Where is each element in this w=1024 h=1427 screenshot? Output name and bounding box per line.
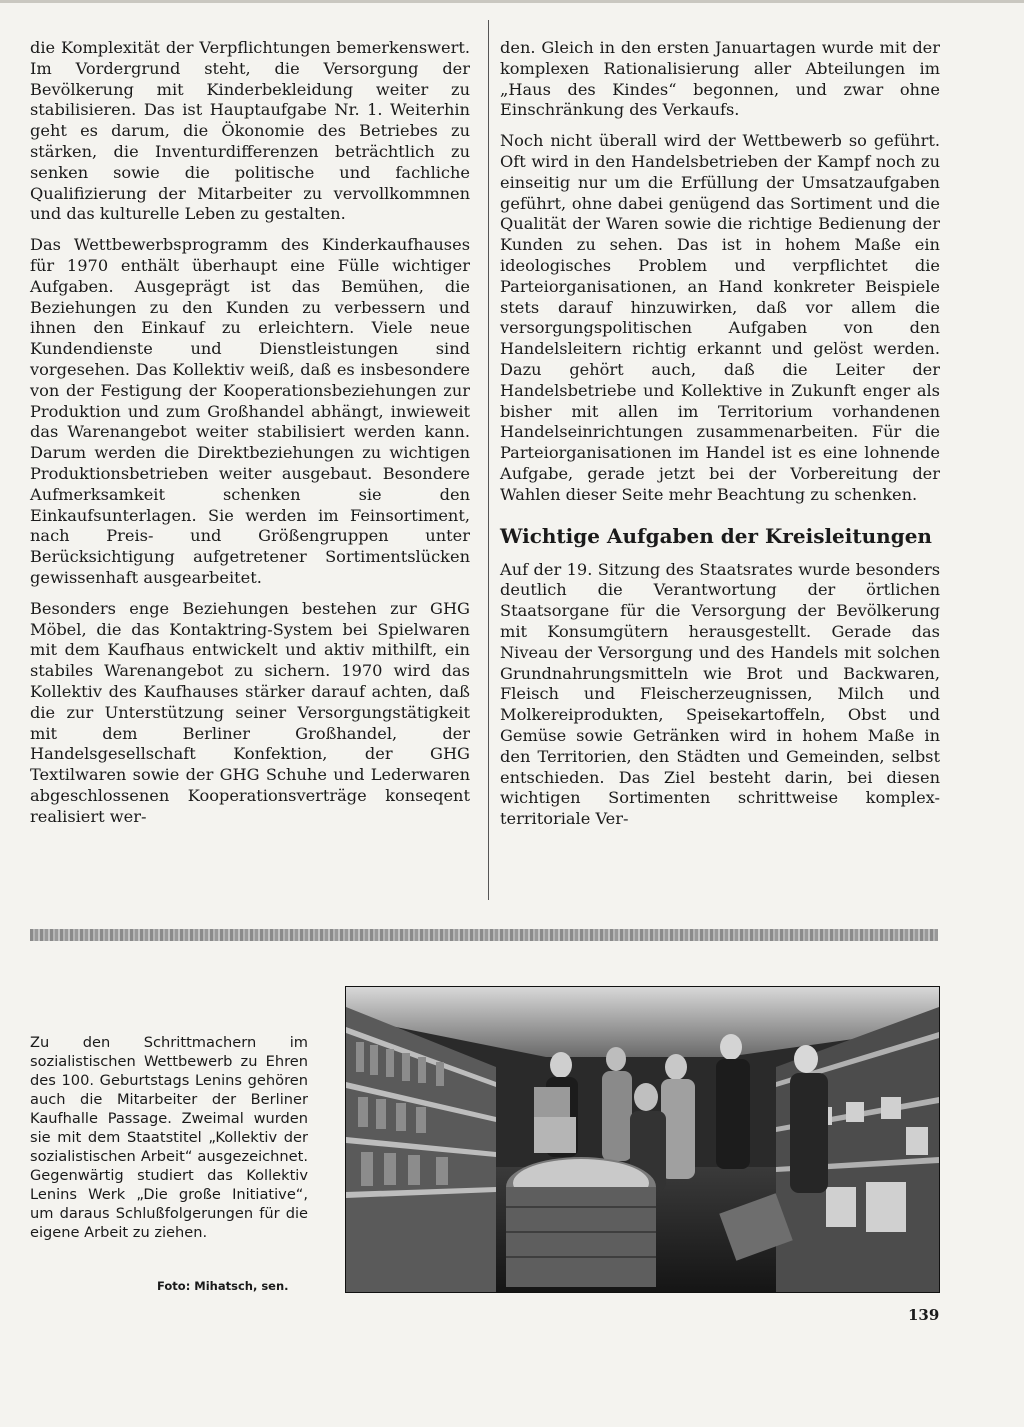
body-paragraph: Das Wettbewerbsprogramm des Kinderkaufhauses für 1970 enthält überhaupt eine Fülle wichtiger Aufgaben. Ausgeprägt ist das Bemühen, die Beziehungen zu den Kunden zu verbessern und ihnen den Einkauf zu erleichtern. Viele neue Kundendienste und Dienstleistungen sind vorgesehen. Das Kollektiv weiß, daß es insbesondere von der Festigung der Kooperationsbeziehungen zur Produktion und zum Großhandel abhängt, inwieweit das Warenangebot weiter stabilisiert werden kann. Darum werden die Direktbeziehungen zu wichtigen Produktionsbetrieben weiter ausgebaut. Besondere Aufmerksamkeit schenken sie den Einkaufsunterlagen. Sie werden im Feinsortiment, nach Preis- und Größengruppen unter Berücksichtigung aufgetretener Sortimentslücken gewissenhaft ausgearbeitet.: [30, 235, 470, 587]
body-paragraph: den. Gleich in den ersten Januartagen wurde mit der komplexen Rationalisierung aller Abteilungen im „Haus des Kindes“ begonnen, und zwar ohne Einschränkung des Verkaufs.: [500, 38, 940, 120]
column-divider: [488, 20, 489, 900]
body-paragraph: Besonders enge Beziehungen bestehen zur GHG Möbel, die das Kontaktring-System bei Spielwaren mit dem Kaufhaus entwickelt und aktiv mithilft, ein stabiles Warenangebot zu sichern. 1970 wird das Kollektiv des Kaufhauses stärker darauf achten, daß die zur Unterstützung seiner Versorgungstätigkeit mit dem Berliner Großhandel, der Handelsgesellschaft Konfektion, der GHG Textilwaren sowie der GHG Schuhe und Lederwaren abgeschlossenen Kooperationsverträge konseqent realisiert wer-: [30, 598, 470, 826]
supermarket-scene-image: [346, 987, 939, 1292]
supermarket-photo: [345, 986, 940, 1293]
body-paragraph: die Komplexität der Verpflichtungen bemerkenswert. Im Vordergrund steht, die Versorgung der Bevölkerung mit Kinderbekleidung weiter zu stabilisieren. Das ist Hauptaufgabe Nr. 1. Weiterhin geht es darum, die Ökonomie des Betriebes zu stärken, die Inventurdifferenzen beträchtlich zu senken sowie die politische und fachliche Qualifizierung der Mitarbeiter zu vervollkommnen und das kulturelle Leben zu gestalten.: [30, 38, 470, 224]
photo-credit: Foto: Mihatsch, sen.: [157, 1279, 289, 1293]
right-text-column: [500, 38, 940, 840]
body-paragraph: Noch nicht überall wird der Wettbewerb so geführt. Oft wird in den Handelsbetrieben der Kampf noch zu einseitig nur um die Erfüllung der Umsatzaufgaben geführt, ohne dabei genügend das Sortiment und die Qualität der Waren sowie die richtige Bedienung der Kunden zu sehen. Das ist in hohem Maße ein ideologisches Problem und verpflichtet die Parteiorganisationen, an Hand konkreter Beispiele stets darauf hinzuwirken, daß vor allem die versorgungspolitischen Aufgaben von den Handelsleitern richtig erkannt und gelöst werden. Dazu gehört auch, daß die Leiter der Handelsbetriebe und Kollektive in Zukunft enger als bisher mit allen im Territorium vorhandenen Handelseinrichtungen zusammenarbeiten. Für die Parteiorganisationen im Handel ist es eine lohnende Aufgabe, gerade jetzt bei der Vorbereitung der Wahlen dieser Seite mehr Beachtung zu schenken.: [500, 131, 940, 504]
section-heading: Wichtige Aufgaben der Kreisleitungen: [500, 523, 932, 548]
separator-band: [30, 929, 938, 941]
top-edge-rule: [0, 0, 1024, 3]
left-text-column: [30, 38, 470, 837]
photo-caption: Zu den Schrittmachern im sozialistischen Wettbewerb zu Ehren des 100. Geburtstags Lenins gehören auch die Mitarbeiter der Berliner Kaufhalle Passage. Zweimal wurden sie mit dem Staatstitel „Kollektiv der sozialistischen Arbeit“ ausgezeichnet. Gegenwärtig studiert das Kollektiv Lenins Werk „Die große Initiative“, um daraus Schlußfolgerungen für die eigene Arbeit zu ziehen.: [30, 1034, 308, 1241]
page-number: 139: [908, 1306, 940, 1324]
body-paragraph: Auf der 19. Sitzung des Staatsrates wurde besonders deutlich die Verantwortung der örtlichen Staatsorgane für die Versorgung der Bevölkerung mit Konsumgütern herausgestellt. Gerade das Niveau der Versorgung und des Handels mit solchen Grundnahrungsmitteln wie Brot und Backwaren, Fleisch und Fleischerzeugnissen, Milch und Molkereiprodukten, Speisekartoffeln, Obst und Gemüse sowie Getränken wird in hohem Maße in den Territorien, den Städten und Gemeinden, selbst entschieden. Das Ziel besteht darin, bei diesen wichtigen Sortimenten schrittweise komplex-territoriale Ver-: [500, 559, 940, 829]
